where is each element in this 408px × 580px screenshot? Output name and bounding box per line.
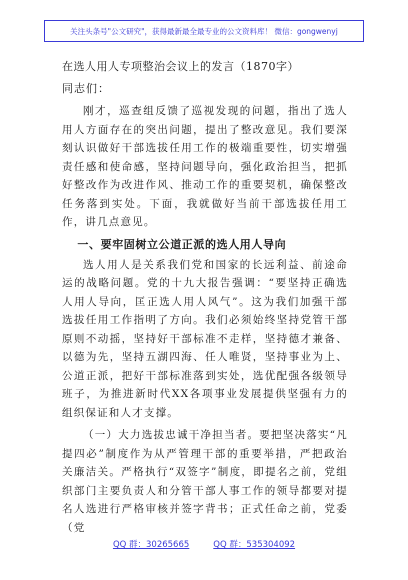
- intro-paragraph: 刚才，巡查组反馈了巡视发现的问题，指出了选人用人方面存在的突出问题，提出了整改意见。我们要深刻认识做好干部选拔任用工作的极端重要性，切实增强责任感和使命感，坚持问题导向，强化政治担当，把抓好整改作为改进作风、推动工作的重要契机，确保整改任务落到实处。下面，我就做好当前干部选拔任用工作，讲几点意见。: [62, 105, 348, 228]
- header-banner: [44, 20, 364, 42]
- section-paragraph: 选人用人是关系我们党和国家的长远利益、前途命运的战略问题。党的十九大报告强调：“要坚持正确选人用人导向，匡正选人用人风气”。这为我们加强干部选拔任用工作指明了方向。我们必须始终坚持党管干部原则不动摇，坚持好干部标准不走样，坚持德才兼备、以德为先，坚持五湖四海、任人唯贤，坚持事业为上、公道正派，把好干部标准落到实处，选优配强各级领导班子，为推进新时代XX各项事业发展提供坚强有力的组织保证和人才支撑。: [62, 258, 348, 419]
- footer: [0, 538, 408, 550]
- footer-qq-group-1[interactable]: QQ 群：30265665: [112, 540, 190, 550]
- footer-qq-group-2[interactable]: QQ 群：535304092: [213, 540, 296, 550]
- document-body: [62, 58, 348, 541]
- salutation: 同志们：: [62, 82, 110, 95]
- document-title: 在选人用人专项整治会议上的发言（1870字）: [62, 60, 299, 73]
- section-heading: 一、要牢固树立公道正派的选人用人导向: [77, 237, 287, 251]
- section-paragraph: （一）大力选拔忠诚干净担当者。要把坚决落实“凡提四必”制度作为从严管理干部的重要举措，严把政治关廉洁关。严格执行“双签字”制度，即提名之前，党组织部门主要负责人和分管干部人事工作的领导都要对提名人选进行严格审核并签字背书；正式任命之前，党委（党: [62, 429, 348, 534]
- header-banner-text: 关注头条号"公文研究"，获得最新最全最专业的公文资料库！ 微信：gongwenyj: [70, 26, 338, 36]
